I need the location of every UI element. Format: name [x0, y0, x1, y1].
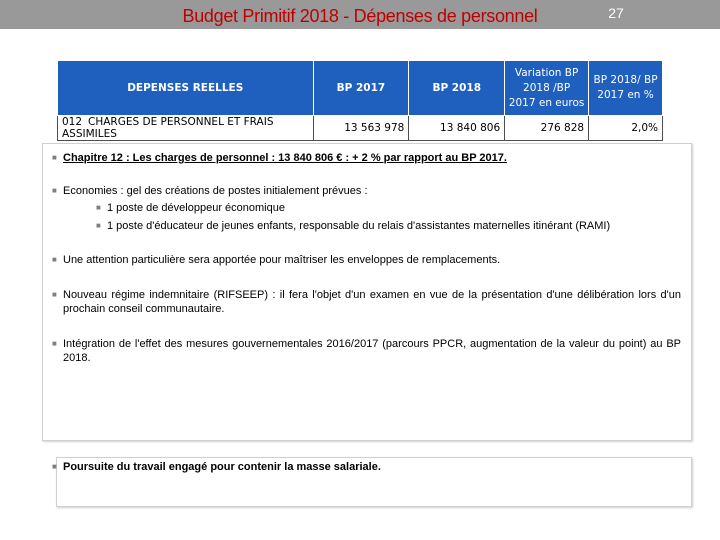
bullet-masse-salariale [52, 460, 683, 474]
bullet-icon: ■ [52, 339, 57, 348]
page-number: 27 [608, 5, 624, 21]
row-variation-euros: 276 828 [505, 116, 589, 141]
bullet-remplacements [52, 253, 683, 267]
slide-title: Budget Primitif 2018 - Dépenses de personnel [182, 6, 538, 26]
bullet-mesures-gouvernementales [52, 337, 681, 365]
row-label-cell [58, 116, 314, 141]
bullet-text: Nouveau régime indemnitaire (RIFSEEP) : il fera l'objet d'un examen en vue de la présentation d'une délibération lors d'un prochain conseil communautaire. [63, 289, 681, 315]
table-row [58, 116, 663, 141]
bullet-text: Intégration de l'effet des mesures gouvernementales 2016/2017 (parcours PPCR, augmentation de la valeur du point) au BP 2018. [63, 338, 681, 364]
bullet-text: Une attention particulière sera apportée pour maîtriser les enveloppes de remplacements. [63, 254, 501, 266]
header-depenses-reelles: DEPENSES REELLES [58, 61, 314, 116]
bullet-icon: ■ [52, 186, 57, 195]
row-bp-2018: 13 840 806 [409, 116, 505, 141]
row-variation-pct: 2,0% [589, 116, 663, 141]
row-label: CHARGES DE PERSONNEL ET FRAIS ASSIMILES [62, 116, 274, 140]
header-bp-2017: BP 2017 [313, 61, 409, 116]
budget-table [57, 60, 663, 141]
bullet-icon: ■ [52, 290, 57, 299]
header-bp-2018: BP 2018 [409, 61, 505, 116]
row-bp-2017: 13 563 978 [313, 116, 409, 141]
header-variation-pct: BP 2018/ BP 2017 en % [589, 61, 663, 116]
bullet-text: 1 poste d'éducateur de jeunes enfants, responsable du relais d'assistantes maternelles itinérant (RAMI) [107, 220, 611, 232]
row-code: 012 [62, 116, 83, 128]
bullet-icon: ■ [96, 203, 101, 212]
bullet-text: Poursuite du travail engagé pour contenir la masse salariale. [63, 461, 381, 473]
header-variation-euros: Variation BP 2018 /BP 2017 en euros [505, 61, 589, 116]
bullet-text: Chapitre 12 : Les charges de personnel : 13 840 806 € : + 2 % par rapport au BP 2017. [63, 152, 507, 164]
bullet-icon: ■ [52, 153, 57, 162]
bullet-text: 1 poste de développeur économique [107, 202, 285, 214]
bullet-economies [52, 184, 683, 198]
bullet-rifseep [52, 288, 681, 316]
bullet-icon: ■ [52, 255, 57, 264]
bullet-icon: ■ [52, 462, 57, 471]
table-header-row [58, 61, 663, 116]
bullet-icon: ■ [96, 221, 101, 230]
sub-bullet-educateur [96, 219, 687, 233]
sub-bullet-developpeur [96, 201, 677, 215]
bullet-chapitre-12 [52, 151, 683, 165]
bullet-text: Economies : gel des créations de postes initialement prévues : [63, 185, 368, 197]
